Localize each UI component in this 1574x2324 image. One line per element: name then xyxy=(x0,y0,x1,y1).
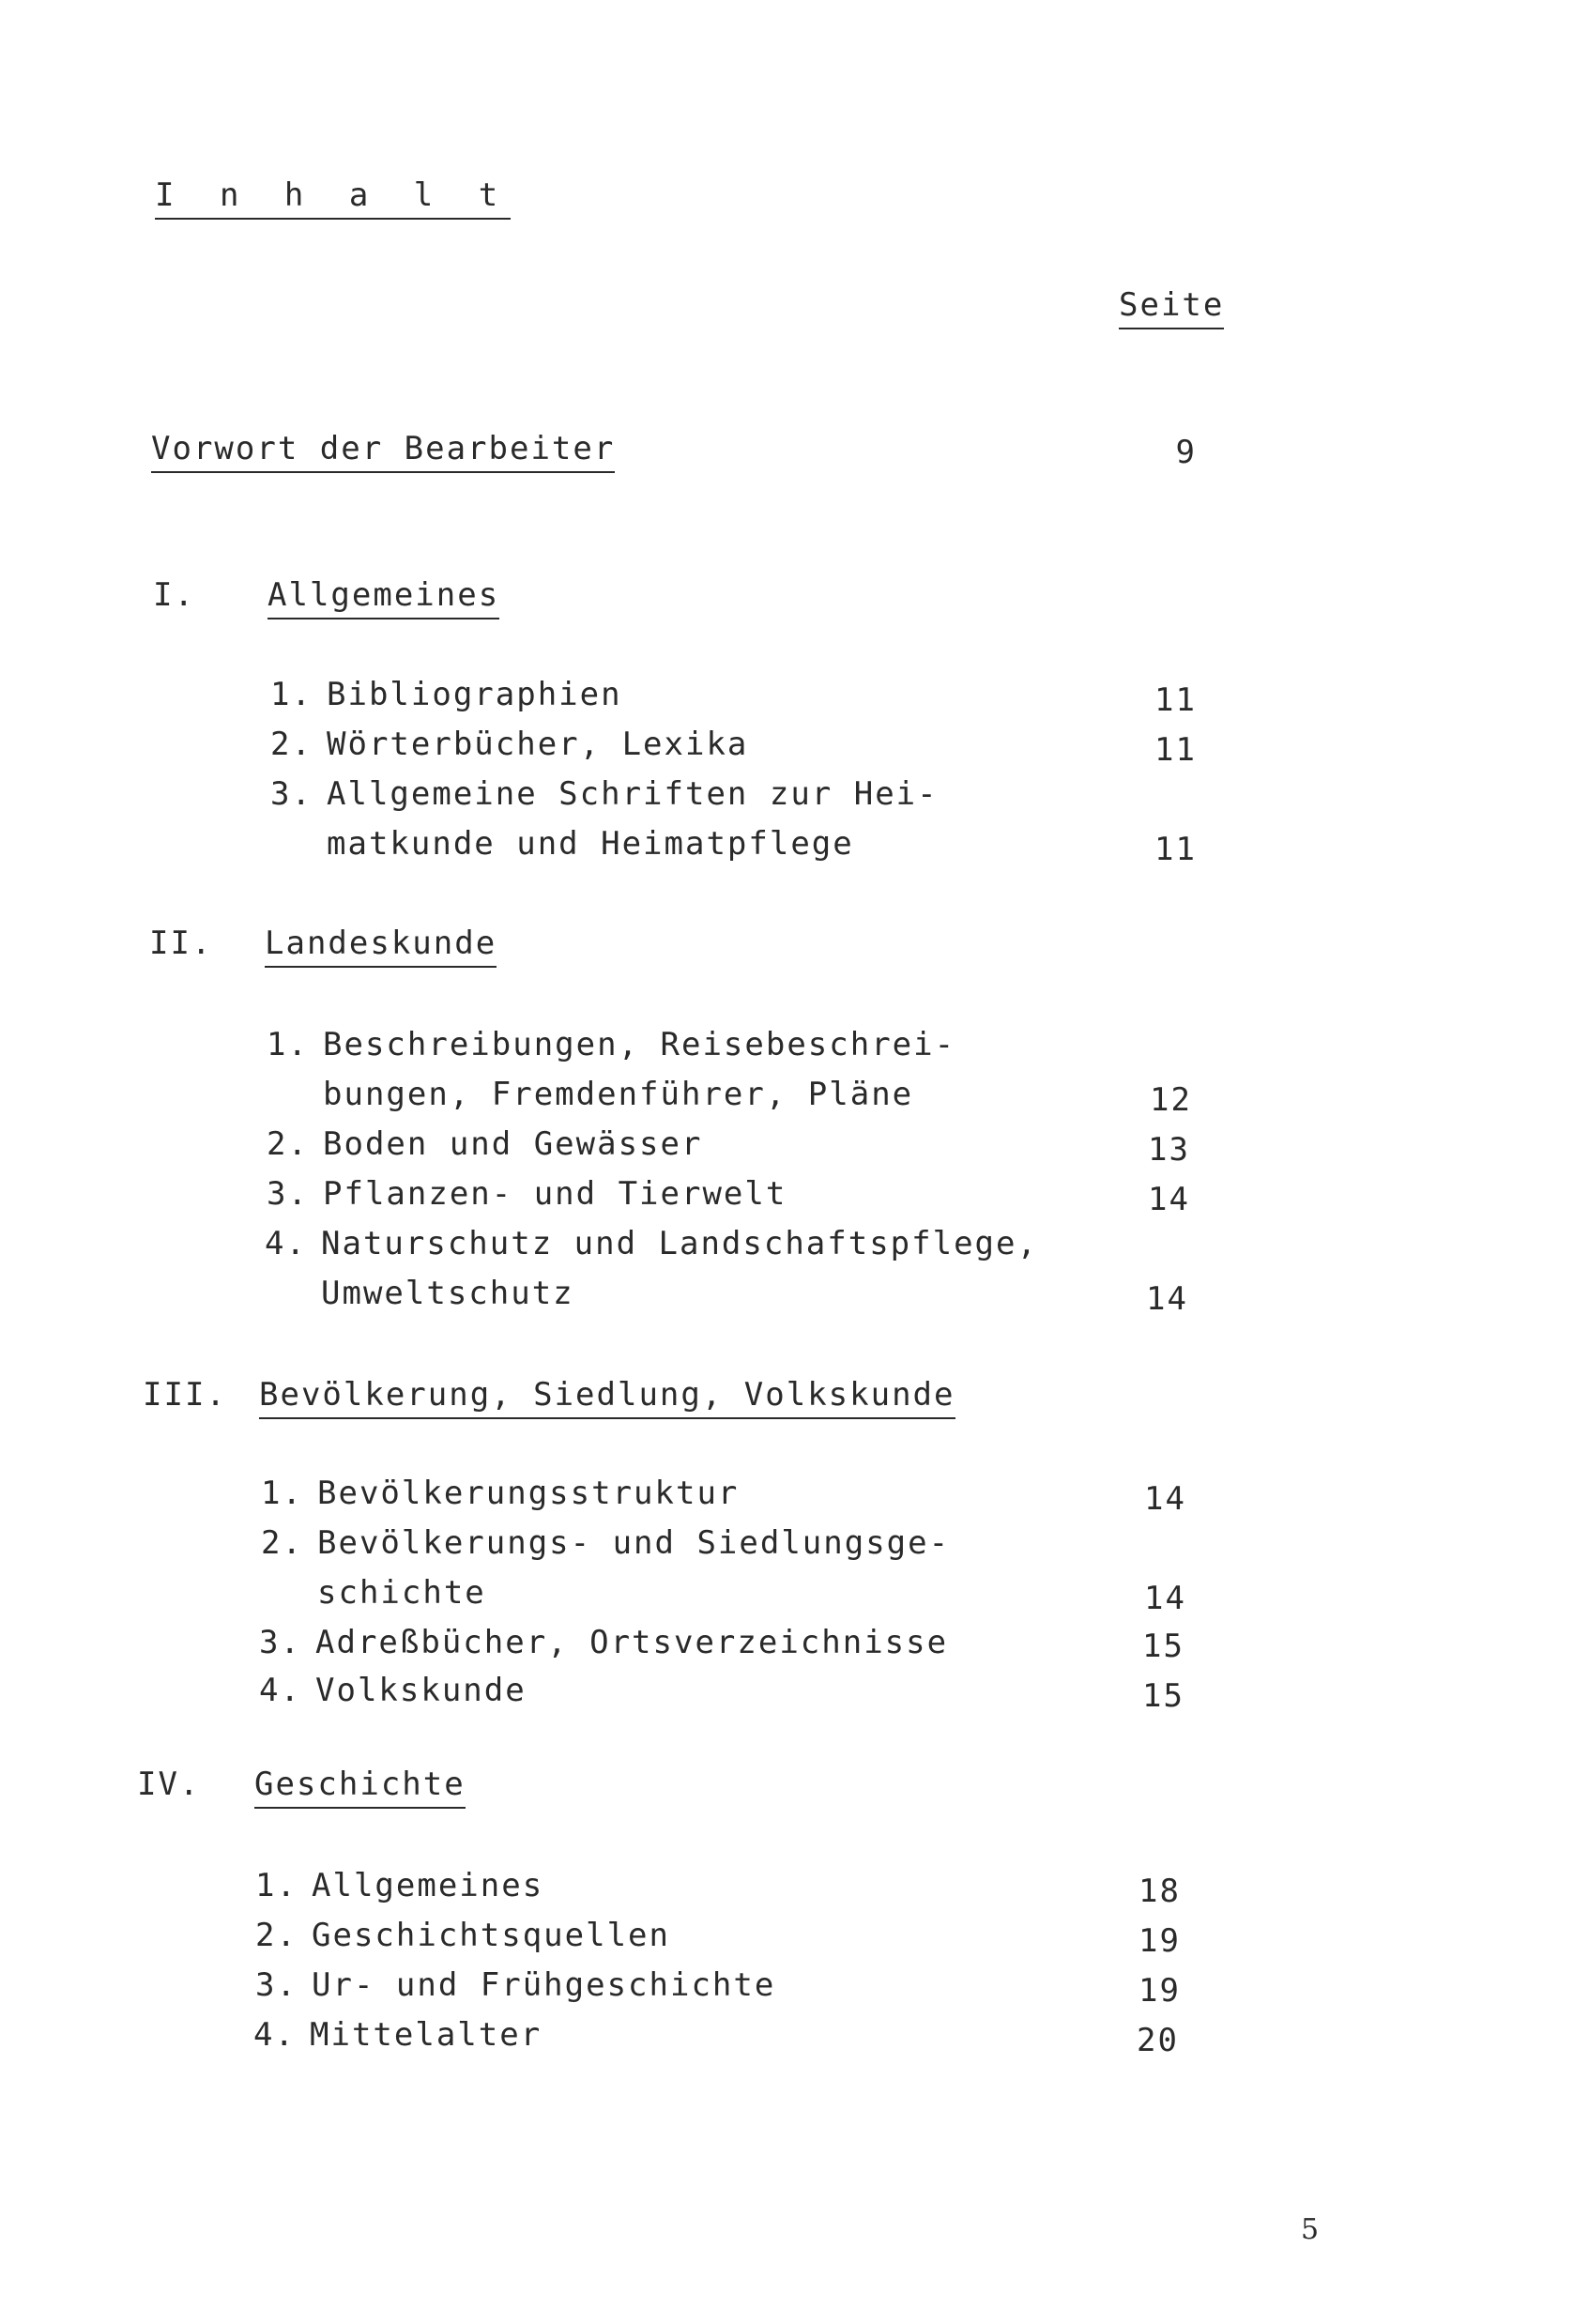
item-number: 1. xyxy=(255,1867,298,1904)
section-title: Bevölkerung, Siedlung, Volkskunde xyxy=(259,1376,955,1419)
item-number: 3. xyxy=(270,775,313,813)
item-number: 3. xyxy=(267,1175,309,1213)
item-page: 18 xyxy=(1138,1873,1181,1910)
item-page: 14 xyxy=(1144,1580,1186,1617)
item-number: 4. xyxy=(259,1672,301,1709)
item-text-continued: schichte xyxy=(317,1574,486,1612)
item-text: Wörterbücher, Lexika xyxy=(327,726,749,763)
item-text: Bevölkerungs- und Siedlungsge- xyxy=(317,1524,951,1562)
item-page: 20 xyxy=(1137,2022,1179,2059)
item-number: 4. xyxy=(265,1225,307,1262)
item-page: 14 xyxy=(1144,1480,1186,1518)
item-number: 1. xyxy=(261,1475,303,1512)
section-title: Geschichte xyxy=(254,1766,466,1809)
item-text-continued: Umweltschutz xyxy=(321,1275,574,1312)
item-number: 1. xyxy=(267,1026,309,1063)
item-text: Bibliographien xyxy=(327,676,622,713)
section-roman: III. xyxy=(143,1376,227,1414)
item-page: 15 xyxy=(1142,1628,1184,1665)
item-page: 13 xyxy=(1148,1131,1190,1169)
section-title: Landeskunde xyxy=(265,925,497,968)
item-number: 3. xyxy=(255,1966,298,2004)
item-text: Naturschutz und Landschaftspflege, xyxy=(321,1225,1038,1262)
item-number: 4. xyxy=(253,2016,296,2054)
item-text: Allgemeines xyxy=(312,1867,544,1904)
page-number: 5 xyxy=(1301,2213,1322,2246)
item-page: 11 xyxy=(1154,731,1197,769)
item-page: 19 xyxy=(1138,1972,1181,2010)
item-text: Beschreibungen, Reisebeschrei- xyxy=(323,1026,956,1063)
item-number: 2. xyxy=(267,1125,309,1163)
item-text-continued: matkunde und Heimatpflege xyxy=(327,825,854,863)
preface-page: 9 xyxy=(1175,434,1197,471)
item-text: Volkskunde xyxy=(315,1672,527,1709)
item-text: Allgemeine Schriften zur Hei- xyxy=(327,775,939,813)
item-page: 14 xyxy=(1148,1181,1190,1218)
item-text: Ur- und Frühgeschichte xyxy=(312,1966,776,2004)
item-number: 3. xyxy=(259,1624,301,1661)
item-text: Mittelalter xyxy=(310,2016,542,2054)
section-roman: IV. xyxy=(137,1766,201,1803)
section-roman: II. xyxy=(149,925,213,962)
item-number: 2. xyxy=(261,1524,303,1562)
item-page: 12 xyxy=(1150,1081,1192,1119)
item-text: Bevölkerungsstruktur xyxy=(317,1475,740,1512)
item-page: 14 xyxy=(1146,1280,1188,1318)
item-text: Boden und Gewässer xyxy=(323,1125,703,1163)
toc-title: I n h a l t xyxy=(155,176,511,220)
item-page: 11 xyxy=(1154,831,1197,868)
section-title: Allgemeines xyxy=(267,576,499,619)
page-column-label: Seite xyxy=(1119,286,1224,329)
item-text: Geschichtsquellen xyxy=(312,1917,670,1954)
item-page: 19 xyxy=(1138,1922,1181,1960)
section-roman: I. xyxy=(153,576,195,614)
item-page: 11 xyxy=(1154,681,1197,719)
item-number: 2. xyxy=(255,1917,298,1954)
preface-label: Vorwort der Bearbeiter xyxy=(151,430,615,473)
item-text-continued: bungen, Fremdenführer, Pläne xyxy=(323,1076,914,1113)
item-number: 1. xyxy=(270,676,313,713)
item-page: 15 xyxy=(1142,1677,1184,1715)
item-number: 2. xyxy=(270,726,313,763)
item-text: Pflanzen- und Tierwelt xyxy=(323,1175,787,1213)
item-text: Adreßbücher, Ortsverzeichnisse xyxy=(315,1624,949,1661)
